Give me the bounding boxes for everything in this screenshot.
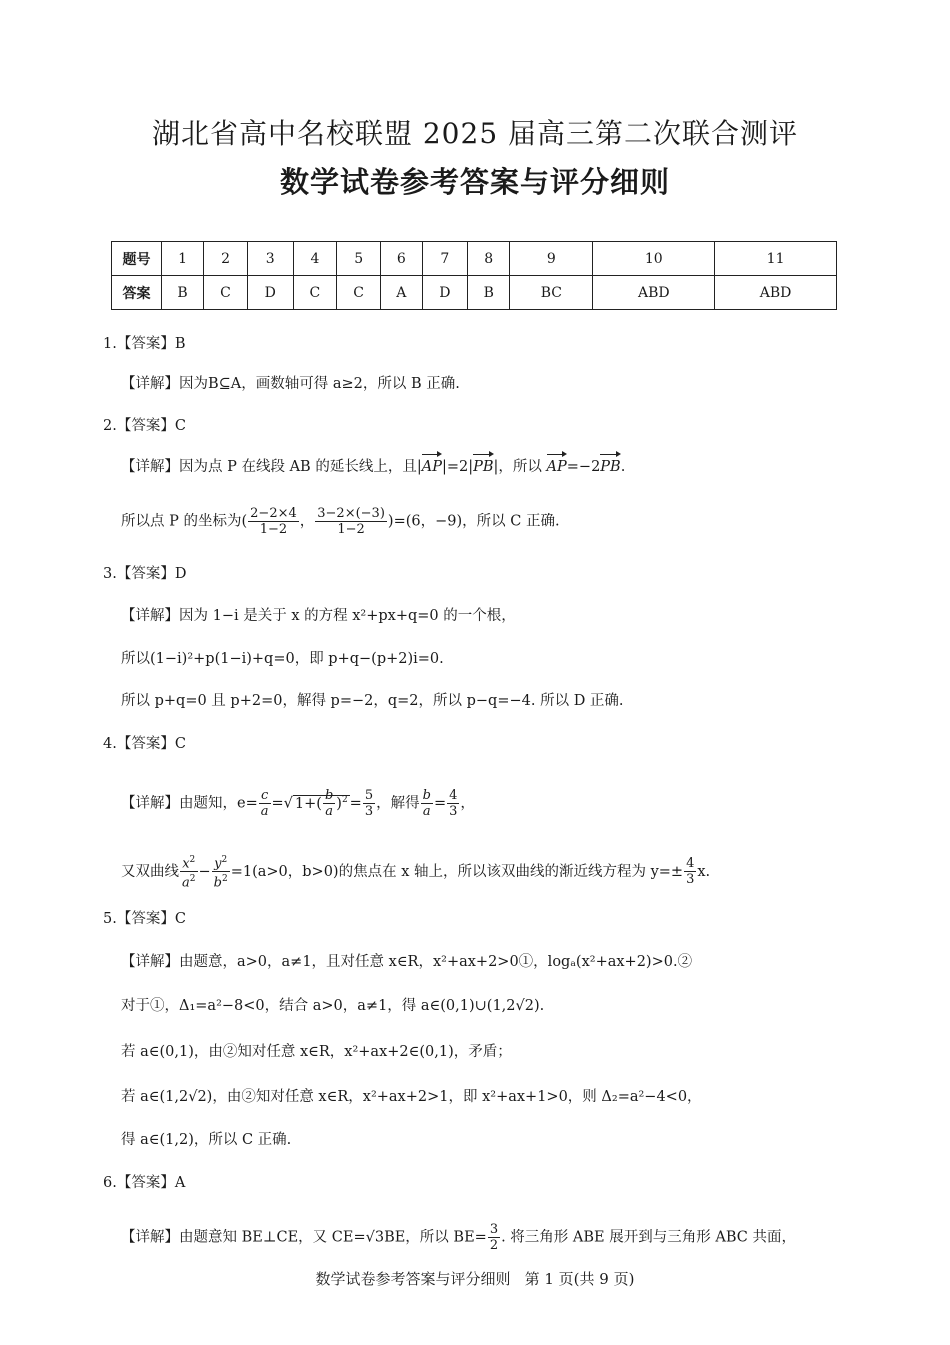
row-header-number: 题号 — [112, 242, 162, 276]
question-number: 9 — [510, 242, 593, 276]
q3-detail-line3: 所以 p+q=0 且 p+2=0，解得 p=−2，q=2，所以 p−q=−4. 所以 D 正确. — [121, 693, 624, 709]
fraction-x2-a2: $\frac{x^2}{a^2}$ — [182, 855, 196, 891]
q4-line2-prefix: 又双曲线 — [121, 863, 179, 880]
row-header-answer: 答案 — [112, 276, 162, 310]
question-number: 10 — [593, 242, 715, 276]
q4-line1-prefix: 【详解】由题知，e= — [121, 795, 258, 812]
answer-cell: D — [422, 276, 468, 310]
fraction-3-2: $\frac{3}{2}$ — [489, 1222, 499, 1253]
q2-detail-rest: 所以 — [512, 459, 542, 475]
q4-line1-mid: ，解得 — [376, 795, 420, 812]
q2-detail-prefix: 【详解】因为点 P 在线段 AB 的延长线上，且 — [121, 459, 417, 475]
q3-detail-line1: 【详解】因为 1−i 是关于 x 的方程 x²+px+q=0 的一个根， — [121, 608, 516, 624]
q4-detail-line1: 【详解】由题知，e= $\frac{c}{a}$ =√ 1+( $\frac{b}{a}$ )$^2$ = $\frac{5}{3}$ ，解得 $\frac{b}{a}$ = $\frac{4}{3}$ ， — [121, 788, 475, 819]
answer-cell: C — [204, 276, 248, 310]
fraction-y2-b2: $\frac{y^2}{b^2}$ — [213, 855, 228, 891]
answer-cell: A — [381, 276, 423, 310]
answer-cell: ABD — [593, 276, 715, 310]
question-number: 3 — [247, 242, 293, 276]
document-subtitle: 数学试卷参考答案与评分细则 — [279, 165, 670, 199]
question-number: 7 — [422, 242, 468, 276]
q4-detail-line2: 又双曲线 $\frac{x^2}{a^2}$ − $\frac{y^2}{b^2}$ =1(a>0，b>0)的焦点在 x 轴上，所以该双曲线的渐近线方程为 y=± $\frac{4}{3}$ x. — [121, 855, 711, 891]
question-number-row — [112, 242, 837, 276]
q1-detail-prefix: 【详解】因为 — [121, 376, 208, 392]
q4-line2-mid: =1(a>0，b>0)的焦点在 x 轴上，所以该双曲线的渐近线方程为 y=± — [230, 863, 684, 880]
vector-PB-2: PB — [600, 456, 620, 478]
answer-key-table — [111, 241, 837, 310]
fraction-5-3: $\frac{5}{3}$ — [364, 788, 374, 819]
answer-cell: ABD — [715, 276, 837, 310]
answer-cell: C — [293, 276, 337, 310]
question-number: 5 — [337, 242, 381, 276]
q4-line2-end: x. — [697, 863, 711, 880]
q4-answer-label: 4.【答案】C — [103, 736, 186, 752]
question-number: 11 — [715, 242, 837, 276]
page-number: 第 1 页(共 9 页) — [524, 1270, 635, 1288]
q6-line1-prefix: 【详解】由题意知 BE⊥CE，又 CE=√3BE，所以 BE= — [121, 1229, 487, 1246]
question-number: 2 — [204, 242, 248, 276]
q6-detail-line1 — [121, 1222, 796, 1253]
q2-fraction-y: $\frac{3-2\times(-3)}{1-2}$ — [317, 506, 385, 537]
question-number: 1 — [162, 242, 204, 276]
answer-cell: B — [468, 276, 510, 310]
q6-line1-rest: . 将三角形 ABE 展开到与三角形 ABC 共面， — [501, 1229, 796, 1246]
q1-detail — [121, 373, 460, 395]
vector-AP-2: AP — [547, 456, 567, 478]
question-number: 6 — [381, 242, 423, 276]
sqrt-expression: 1+( $\frac{b}{a}$ )$^2$ — [294, 788, 348, 819]
q1-answer-label: 1.【答案】B — [103, 336, 186, 352]
fraction-4-3-asymptote: $\frac{4}{3}$ — [686, 856, 695, 888]
q6-answer-label: 6.【答案】A — [103, 1175, 186, 1191]
q2-line2-prefix: 所以点 P 的坐标为 — [121, 513, 242, 530]
q1-detail-rest: B⊆A，画数轴可得 a≥2，所以 B 正确. — [208, 376, 460, 392]
exam-title: 湖北省高中名校联盟 2025 届高三第二次联合测评 — [151, 117, 799, 150]
q2-detail-line1: 【详解】因为点 P 在线段 AB 的延长线上，且|AP|=2|PB|，所以 AP=−2PB. — [121, 456, 625, 478]
answer-row — [112, 276, 837, 310]
q5-detail-line3: 若 a∈(0,1)，由②知对任意 x∈R，x²+ax+2∈(0,1)，矛盾； — [121, 1044, 512, 1060]
question-number: 8 — [468, 242, 510, 276]
q2-detail-line2: 所以点 P 的坐标为( $\frac{2-2\times 4}{1-2}$ ， $\frac{3-2\times(-3)}{1-2}$ )=(6，−9)，所以 C 正确. — [121, 506, 560, 537]
fraction-c-over-a: $\frac{c}{a}$ — [260, 788, 269, 819]
fraction-b-over-a: $\frac{b}{a}$ — [422, 788, 431, 819]
fraction-4-3: $\frac{4}{3}$ — [449, 788, 458, 819]
q3-detail-line2: 所以(1−i)²+p(1−i)+q=0，即 p+q−(p+2)i=0. — [121, 651, 444, 667]
answer-cell: BC — [510, 276, 593, 310]
q5-answer-label: 5.【答案】C — [103, 911, 186, 927]
q2-answer-label: 2.【答案】C — [103, 418, 186, 434]
answer-cell: D — [247, 276, 293, 310]
answer-cell: C — [337, 276, 381, 310]
q2-line2-rest: =(6，−9)，所以 C 正确. — [393, 513, 560, 530]
page-footer — [0, 1268, 950, 1289]
question-number: 4 — [293, 242, 337, 276]
answer-cell: B — [162, 276, 204, 310]
q5-detail-line2: 对于①，Δ₁=a²−8<0，结合 a>0，a≠1，得 a∈(0,1)∪(1,2√2). — [121, 998, 545, 1014]
q5-detail-line4: 若 a∈(1,2√2)，由②知对任意 x∈R，x²+ax+2>1，即 x²+ax+1>0，则 Δ₂=a²−4<0， — [121, 1089, 702, 1105]
q5-detail-line1: 【详解】由题意，a>0，a≠1，且对任意 x∈R，x²+ax+2>0①，logₐ(x²+ax+2)>0.② — [121, 954, 693, 970]
footer-title: 数学试卷参考答案与评分细则 — [315, 1270, 511, 1288]
q2-fraction-x: $\frac{2-2\times 4}{1-2}$ — [250, 506, 297, 537]
q3-answer-label: 3.【答案】D — [103, 566, 187, 582]
vector-PB: PB — [473, 456, 493, 478]
q5-detail-line5: 得 a∈(1,2)，所以 C 正确. — [121, 1132, 292, 1148]
vector-AP: AP — [422, 456, 442, 478]
